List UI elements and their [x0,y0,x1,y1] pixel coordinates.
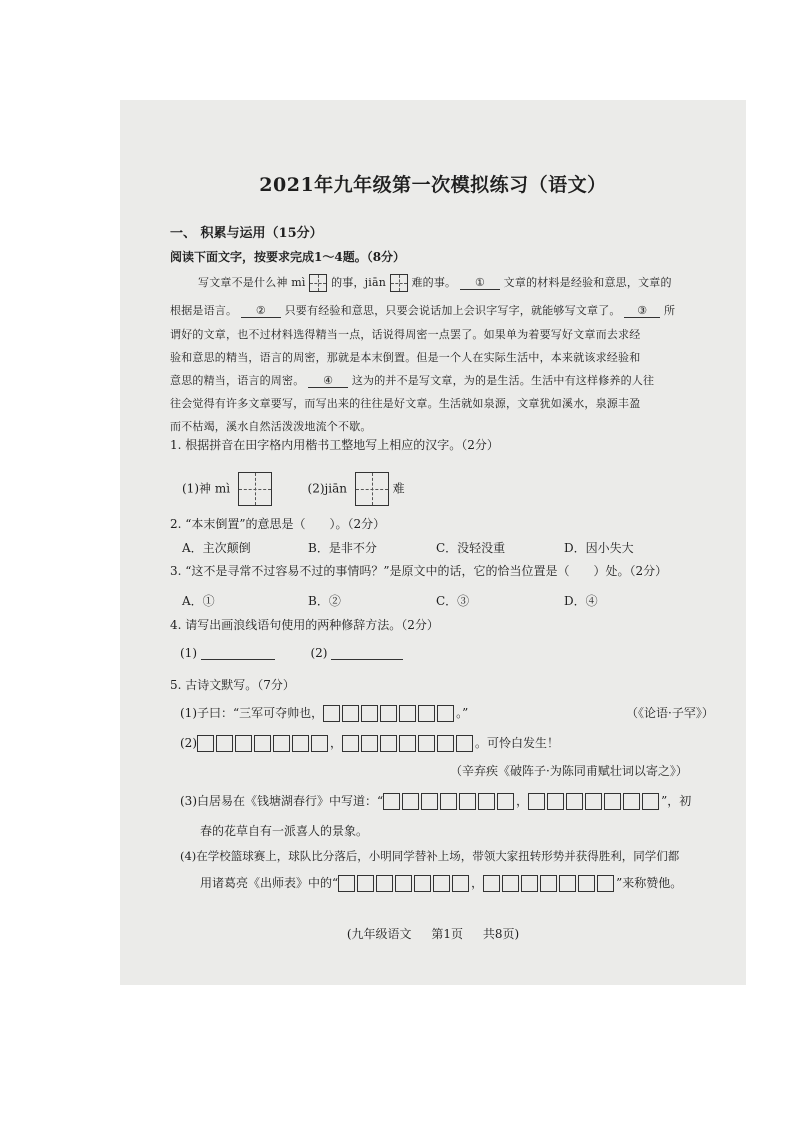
question-2: 2. “本末倒置”的意思是（ ）。（2分） [170,517,386,531]
q5-item-1: (1)子曰：“三军可夺帅也， 。” [180,706,469,720]
passage-line-7: 而不枯竭，溪水自然活泼泼地流个不歇。 [170,420,372,433]
question-4: 4. 请写出画浪线语句使用的两种修辞方法。（2分） [170,618,439,632]
passage-line-2: 根据是语言。 ② 只要有经验和意思，只要会说话加上会识字写字，就能够写文章了。 ③ 所 [170,304,676,317]
q3-option-c[interactable]: C．③ [436,594,470,608]
q1-tianzige-2[interactable] [355,472,389,506]
tianzige-box-mi [309,274,327,292]
passage-line-4: 验和意思的精当，语言的周密，那就是本末倒置。但是一个人在实际生活中，本来就该求经验和 [170,351,641,364]
passage-line-1: 写文章不是什么神 mì 的事，jiān 难的事。 ① 文章的材料是经验和意思，文章的 [198,274,672,292]
q5-2-source: （辛弃疾《破阵子·为陈同甫赋壮词以寄之》） [450,764,688,778]
q2-option-c[interactable]: C．没轻没重 [436,541,506,555]
marker-3: ③ [624,304,660,318]
tianzige-box-jian [390,274,408,292]
footer-total: 共8页) [482,927,520,941]
marker-2: ② [241,304,281,318]
q5-1-boxes[interactable] [323,706,456,720]
q1-answer-row: (1)神 mì (2)jiān 难 [182,472,405,506]
page-title: 2021年九年级第一次模拟练习（语文） [259,174,607,196]
footer-subject: (九年级语文 [346,927,412,941]
q5-3-boxes-a[interactable] [383,794,516,808]
q5-1-source: （《论语·子罕》） [626,706,714,720]
q5-4-boxes-a[interactable] [338,876,471,890]
q3-option-d[interactable]: D．④ [564,594,598,608]
q3-option-b[interactable]: B．② [308,594,341,608]
q2-option-d[interactable]: D．因小失大 [564,541,634,555]
passage-line-6: 往会觉得有许多文章要写，而写出来的往往是好文章。生活就如泉源，文章犹如溪水，泉源丰盈 [170,397,641,410]
passage-line-3: 谓好的文章，也不过材料选得精当一点，话说得周密一点罢了。如果单为着要写好文章而去求经 [170,328,641,341]
q5-3-line-2: 春的花草自有一派喜人的景象。 [200,824,369,838]
exam-page [120,100,746,985]
q4-answer-1[interactable] [201,659,275,660]
passage-line-5: 意思的精当，语言的周密。 ④ 这为的并不是写文章，为的是生活。生活中有这样修养的人往 [170,374,655,387]
q5-item-4: (4)在学校篮球赛上，球队比分落后，小明同学替补上场，带领大家扭转形势并获得胜利，同学们都 [180,849,680,863]
q1-tianzige-1[interactable] [238,472,272,506]
q3-option-a[interactable]: A．① [182,594,215,608]
question-3: 3. “这不是寻常不过容易不过的事情吗？”是原文中的话，它的恰当位置是（ ）处。（2分） [170,564,668,578]
q2-option-a[interactable]: A．主次颠倒 [182,541,251,555]
q5-item-3: (3)白居易在《钱塘湖春行》中写道：“ ， ”，初 [180,794,692,808]
q2-option-b[interactable]: B．是非不分 [308,541,377,555]
q5-4-boxes-b[interactable] [483,876,616,890]
reading-instruction: 阅读下面文字，按要求完成1～4题。（8分） [170,250,406,264]
question-5: 5. 古诗文默写。（7分） [170,678,295,692]
marker-4: ④ [308,374,348,388]
q5-2-boxes-a[interactable] [197,736,330,750]
question-1: 1. 根据拼音在田字格内用楷书工整地写上相应的汉字。（2分） [170,438,499,452]
marker-1: ① [460,276,500,290]
q5-item-4-line-2: 用诸葛亮《出师表》中的“ ， ”来称赞他。 [200,876,683,890]
q5-2-boxes-b[interactable] [342,736,475,750]
q4-answer-row: (1) (2) [180,646,403,660]
q4-answer-2[interactable] [331,659,403,660]
q5-item-2: (2) ， 。可怜白发生！ [180,736,560,750]
q5-3-boxes-b[interactable] [528,794,661,808]
section-heading: 一、 积累与运用（15分） [170,226,323,241]
footer-page: 第1页 [431,927,463,941]
page-footer [120,925,746,942]
